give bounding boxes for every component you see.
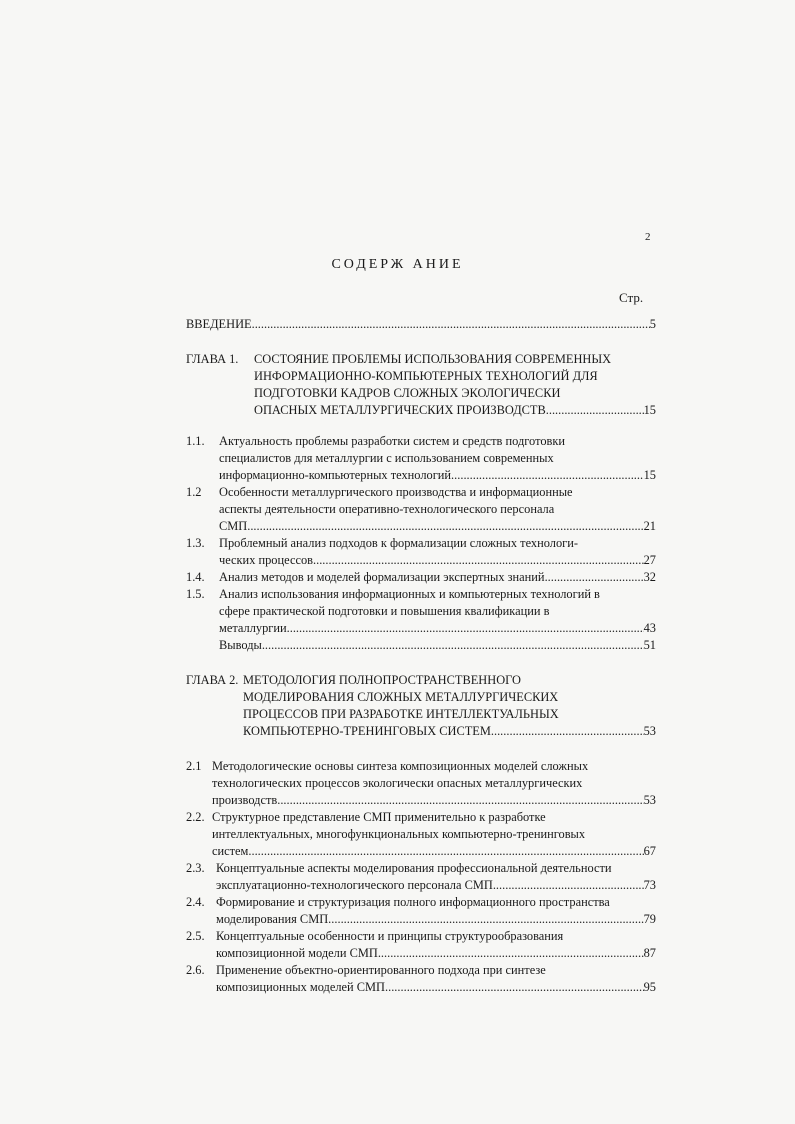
section-title-line: ческих процессов bbox=[219, 553, 313, 567]
entry-page: 95 bbox=[643, 980, 656, 994]
toc-chapter-1[interactable] bbox=[186, 351, 656, 419]
chapter-title-line: МЕТОДОЛОГИЯ ПОЛНОПРОСТРАНСТВЕННОГО bbox=[243, 673, 521, 687]
section-number: 2.2. bbox=[186, 810, 205, 824]
chapter-title-line: СОСТОЯНИЕ ПРОБЛЕМЫ ИСПОЛЬЗОВАНИЯ СОВРЕМЕННЫХ bbox=[254, 352, 612, 366]
toc-section-1-2[interactable] bbox=[186, 484, 656, 535]
toc-section-2-1[interactable] bbox=[186, 758, 656, 809]
toc-entry-intro[interactable] bbox=[186, 316, 656, 333]
toc-section-1-5[interactable] bbox=[186, 586, 656, 637]
entry-page: 67 bbox=[643, 844, 656, 858]
chapter-number: ГЛАВА 2. bbox=[186, 673, 239, 687]
section-number: 2.5. bbox=[186, 929, 205, 943]
section-title-line: систем bbox=[212, 844, 249, 858]
toc-chapter-2[interactable] bbox=[186, 672, 656, 740]
table-of-contents bbox=[186, 316, 656, 996]
entry-page: 53 bbox=[643, 724, 656, 738]
chapter-title-line: ПРОЦЕССОВ ПРИ РАЗРАБОТКЕ ИНТЕЛЛЕКТУАЛЬНЫХ bbox=[243, 707, 559, 721]
section-title-line: СМП bbox=[219, 519, 248, 533]
entry-page: 32 bbox=[643, 570, 656, 584]
section-title-line: технологических процессов экологически опасных металлургических bbox=[212, 776, 583, 790]
section-title-line: Формирование и структуризация полного информационного пространства bbox=[216, 895, 610, 909]
section-title-line: специалистов для металлургии с использованием современных bbox=[219, 451, 554, 465]
toc-section-1-1[interactable] bbox=[186, 433, 656, 484]
section-number: 1.2 bbox=[186, 485, 202, 499]
section-title-line: композиционных моделей СМП bbox=[216, 980, 386, 994]
section-number: 1.5. bbox=[186, 587, 205, 601]
entry-page: 87 bbox=[643, 946, 656, 960]
section-title-line: Анализ методов и моделей формализации экспертных знаний bbox=[219, 570, 545, 584]
section-title-line: производств bbox=[212, 793, 278, 807]
section-title-line: Проблемный анализ подходов к формализации сложных технологи- bbox=[219, 536, 578, 550]
section-title-line: Методологические основы синтеза композиционных моделей сложных bbox=[212, 759, 589, 773]
section-title-line: аспекты деятельности оперативно-технологического персонала bbox=[219, 502, 555, 516]
chapter-title-line: ИНФОРМАЦИОННО-КОМПЬЮТЕРНЫХ ТЕХНОЛОГИЙ ДЛЯ bbox=[254, 369, 598, 383]
section-title-line: информационно-компьютерных технологий bbox=[219, 468, 452, 482]
entry-page: 15 bbox=[643, 403, 656, 417]
section-number: 2.6. bbox=[186, 963, 205, 977]
section-title-line: эксплуатационно-технологического персонала СМП bbox=[216, 878, 493, 892]
entry-page: 15 bbox=[643, 468, 656, 482]
entry-page: 53 bbox=[643, 793, 656, 807]
section-number: 1.4. bbox=[186, 570, 205, 584]
toc-section-2-3[interactable] bbox=[186, 860, 656, 894]
entry-page: 21 bbox=[643, 519, 656, 533]
section-title-line: Выводы bbox=[219, 638, 262, 652]
section-number: 2.3. bbox=[186, 861, 205, 875]
entry-page: 27 bbox=[643, 553, 656, 567]
section-number: 2.4. bbox=[186, 895, 205, 909]
toc-section-1-3[interactable] bbox=[186, 535, 656, 569]
chapter-title-line: ПОДГОТОВКИ КАДРОВ СЛОЖНЫХ ЭКОЛОГИЧЕСКИ bbox=[254, 386, 561, 400]
section-title-line: сфере практической подготовки и повышения квалификации в bbox=[219, 604, 550, 618]
chapter-title-line: ОПАСНЫХ МЕТАЛЛУРГИЧЕСКИХ ПРОИЗВОДСТВ bbox=[254, 403, 546, 417]
section-title-line: интеллектуальных, многофункциональных компьютерно-тренинговых bbox=[212, 827, 586, 841]
section-title-line: Анализ использования информационных и компьютерных технологий в bbox=[219, 587, 600, 601]
chapter-number: ГЛАВА 1. bbox=[186, 352, 239, 366]
section-number: 2.1 bbox=[186, 759, 202, 773]
section-number: 1.1. bbox=[186, 434, 205, 448]
entry-page: 79 bbox=[643, 912, 656, 926]
toc-section-2-2[interactable] bbox=[186, 809, 656, 860]
toc-section-1-4[interactable] bbox=[186, 569, 656, 586]
toc-section-2-5[interactable] bbox=[186, 928, 656, 962]
section-title-line: композиционной модели СМП bbox=[216, 946, 378, 960]
entry-page: 73 bbox=[643, 878, 656, 892]
section-number: 1.3. bbox=[186, 536, 205, 550]
chapter-title-line: КОМПЬЮТЕРНО-ТРЕНИНГОВЫХ СИСТЕМ bbox=[243, 724, 491, 738]
section-title-line: Актуальность проблемы разработки систем и средств подготовки bbox=[219, 434, 566, 448]
toc-conclusions-1[interactable] bbox=[186, 637, 656, 654]
entry-page: 43 bbox=[643, 621, 656, 635]
entry-title: ВВЕДЕНИЕ bbox=[186, 317, 252, 331]
section-title-line: Концептуальные особенности и принципы структурообразования bbox=[216, 929, 564, 943]
section-title-line: Особенности металлургического производства и информационные bbox=[219, 485, 573, 499]
section-title-line: моделирования СМП bbox=[216, 912, 329, 926]
toc-title: СОДЕРЖ АНИЕ bbox=[331, 257, 464, 272]
section-title-line: металлургии bbox=[219, 621, 287, 635]
section-title-line: Концептуальные аспекты моделирования профессиональной деятельности bbox=[216, 861, 612, 875]
chapter-title-line: МОДЕЛИРОВАНИЯ СЛОЖНЫХ МЕТАЛЛУРГИЧЕСКИХ bbox=[243, 690, 559, 704]
section-title-line: Применение объектно-ориентированного подхода при синтезе bbox=[216, 963, 546, 977]
section-title-line: Структурное представление СМП применительно к разработке bbox=[212, 810, 546, 824]
page-number: 2 bbox=[645, 231, 651, 243]
entry-page: 51 bbox=[643, 638, 656, 652]
toc-section-2-4[interactable] bbox=[186, 894, 656, 928]
entry-page: 5 bbox=[649, 317, 656, 331]
toc-section-2-6[interactable] bbox=[186, 962, 656, 996]
pages-column-label: Стр. bbox=[619, 290, 644, 305]
